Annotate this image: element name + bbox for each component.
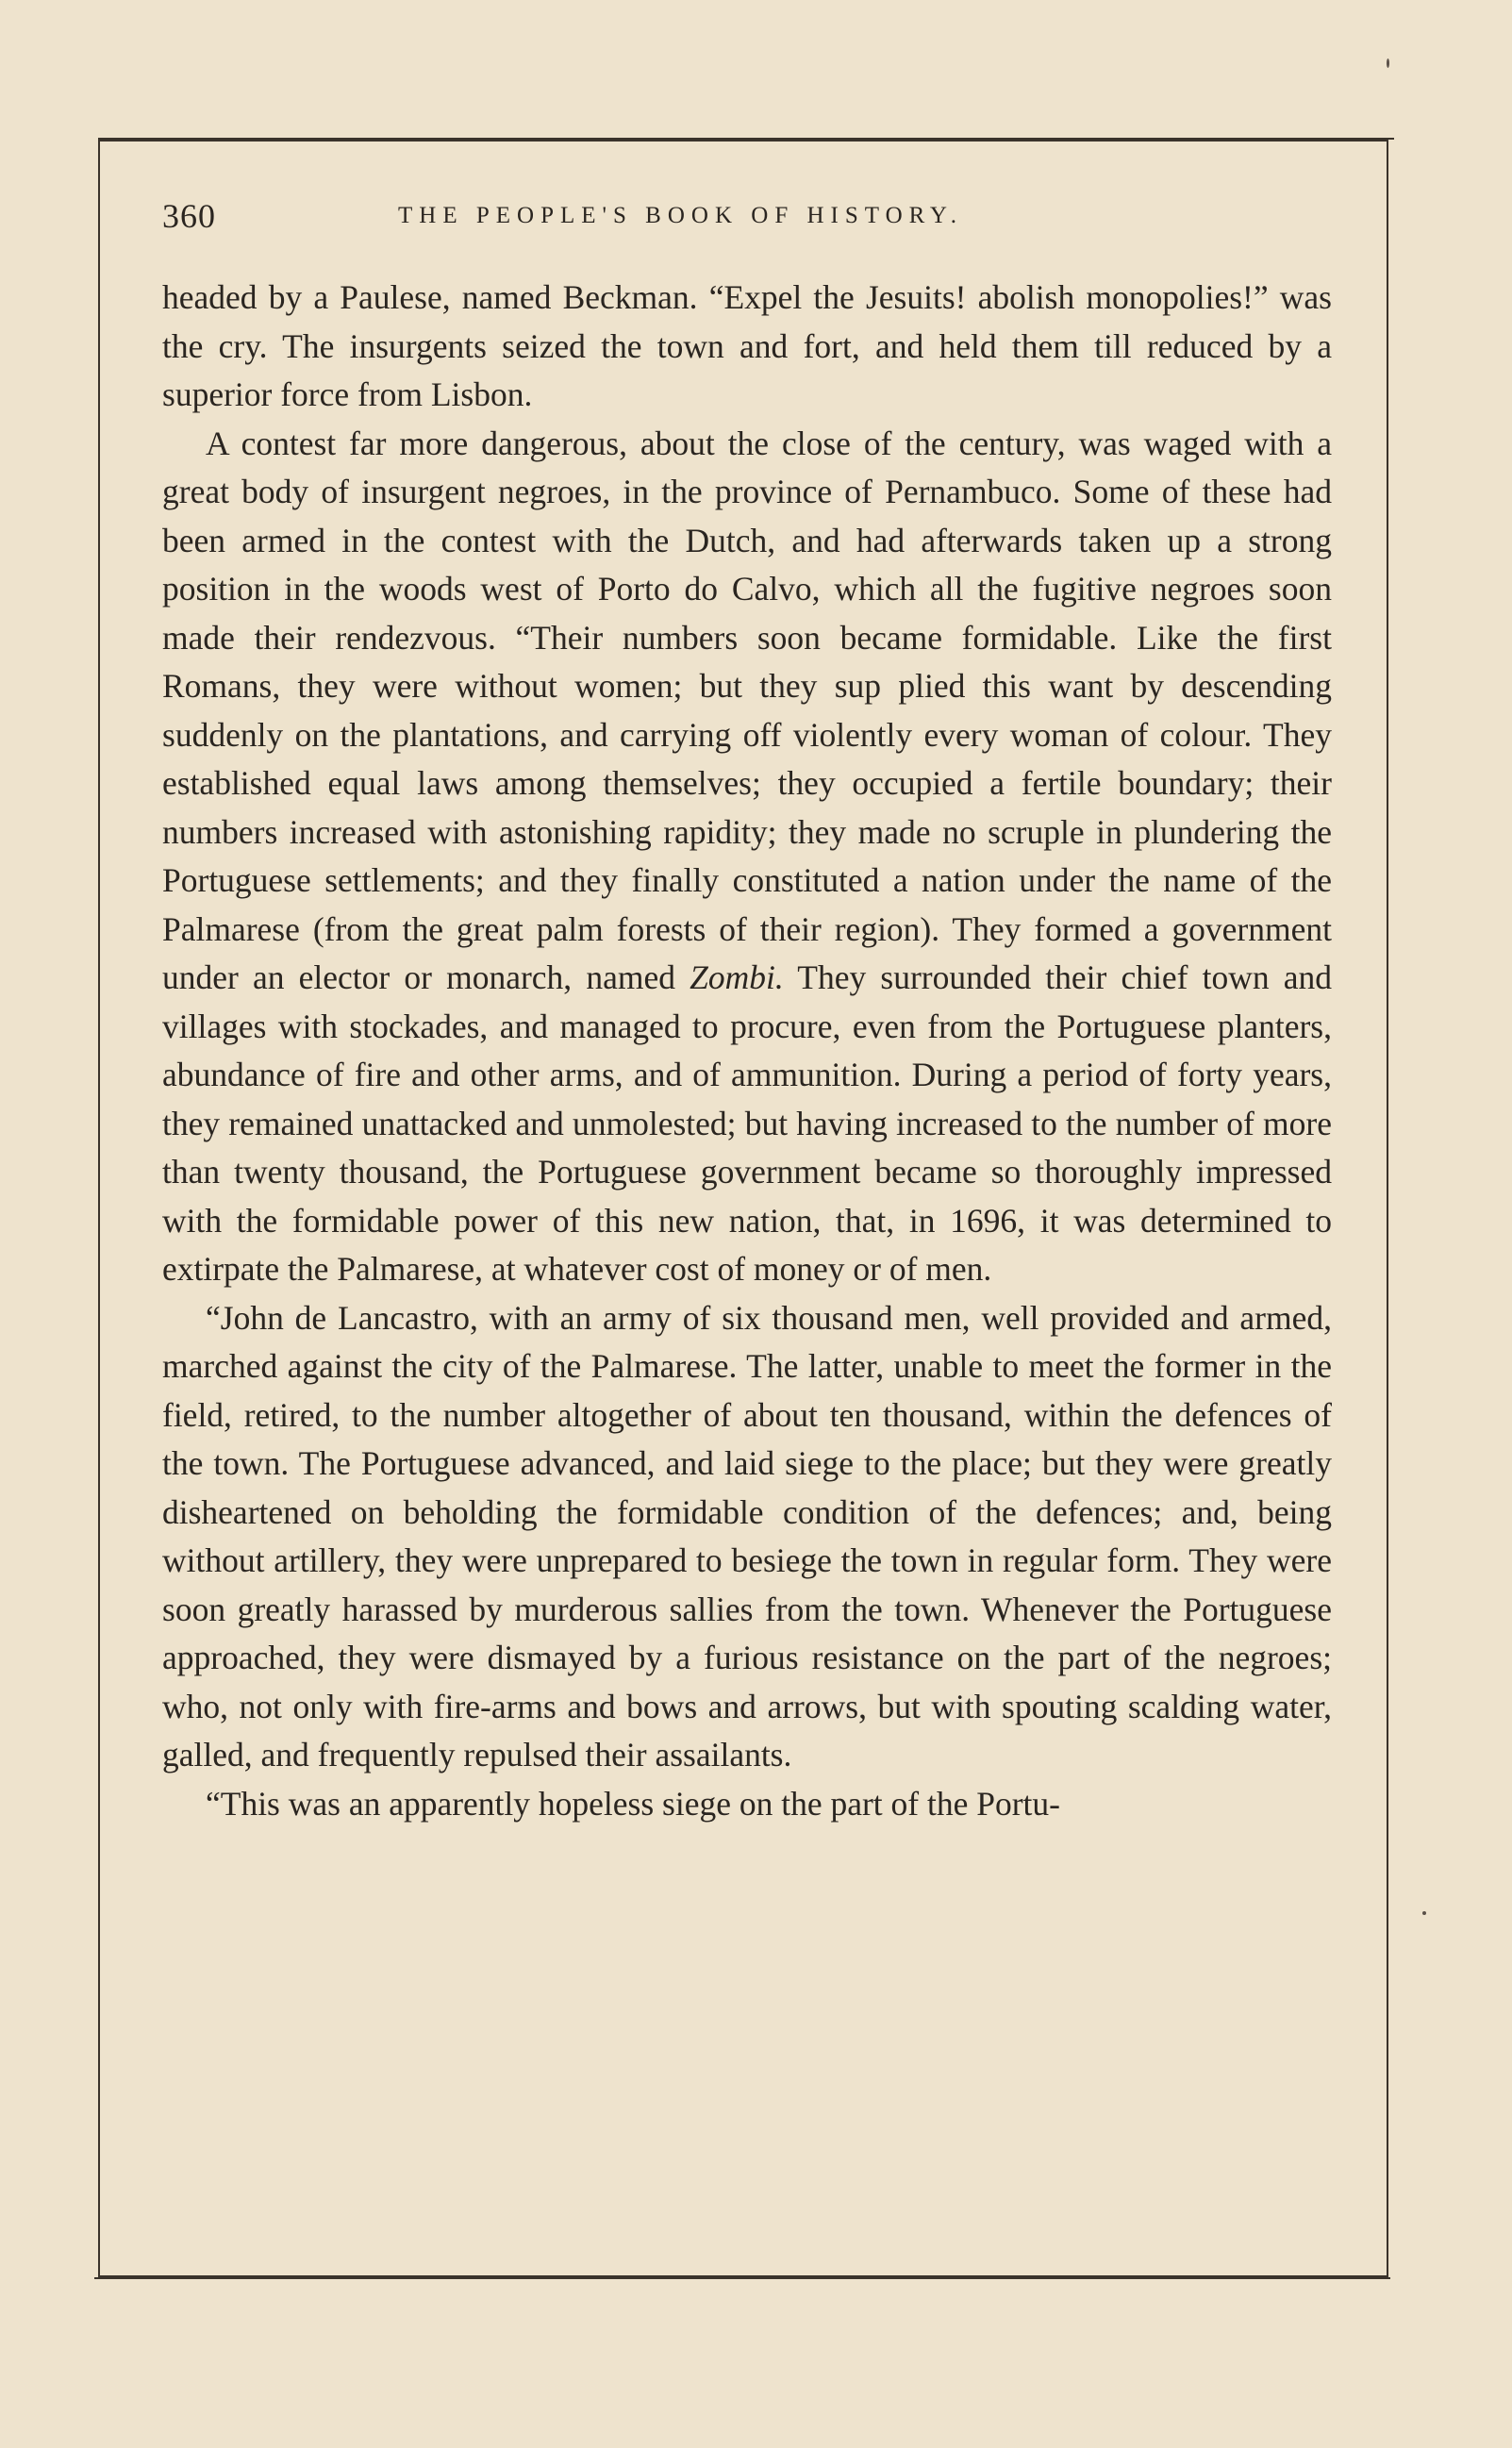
running-title: THE PEOPLE'S BOOK OF HISTORY.	[398, 203, 964, 228]
paragraph-2	[162, 420, 1332, 1294]
paper-fleck	[1422, 1911, 1426, 1915]
paragraph-4: “This was an apparently hopeless siege on the part of the Portu-	[206, 1784, 1060, 1823]
paper-fleck	[1387, 58, 1389, 68]
paragraph-2-text: A contest far more dangerous, about the close of the century, was waged with a great body of insurgent negroes, in the province of Pernambuco. Some of these had been armed in the contest with the Dutch, and had afterwards taken up a strong position in the woods west of Porto do Calvo, which all the fugitive negroes soon made their rendezvous. “Their numbers soon became formidable. Like the first Romans, they were without women; but they sup plied this want by descending suddenly on the plantations, and carrying off violently every woman of colour. They established equal laws among themselves; they occupied a fertile boundary; their numbers increased with astonishing rapidity; they made no scruple in plundering the Portuguese settlements; and they finally constituted a nation under the name of the Palmarese (from the great palm forests of their region). They formed a government under an elector or monarch, named	[162, 424, 1332, 996]
paragraph-3: “John de Lancastro, with an army of six thousand men, well provided and armed, marched against the city of the Palmarese. The latter, unable to meet the former in the field, retired, to the number altogether of about ten thousand, within the defences of the town. The Portuguese advanced, and laid siege to the place; but they were greatly disheartened on beholding the formidable condition of the defences; and, being without artillery, they were unprepared to besiege the town in regular form. They were soon greatly harassed by murderous sallies from the town. Whenever the Portuguese approached, they were dismayed by a furious resistance on the part of the negroes; who, not only with fire-arms and bows and arrows, but with spouting scalding water, galled, and frequently repulsed their assailants.	[162, 1298, 1332, 1774]
page-number: 360	[162, 197, 216, 235]
page-header	[162, 196, 1332, 243]
name-zombi: Zombi.	[690, 958, 784, 996]
page-frame-bottom-rule	[94, 2277, 1390, 2279]
body-text	[162, 274, 1332, 1828]
paragraph-2-continued: They surrounded their chief town and villages with stockades, and managed to procure, even from the Portuguese planters, abundance of fire and other arms, and of ammunition. During a period of forty years, they remained unattacked and unmolested; but having increased to the number of more than twenty thousand, the Portuguese government became so thoroughly impressed with the formidable power of this new nation, that, in 1696, it was determined to extirpate the Palmarese, at whatever cost of money or of men.	[162, 958, 1333, 1288]
paragraph-1: headed by a Paulese, named Beckman. “Expel the Jesuits! abolish monopolies!” was the cry. The insurgents seized the town and fort, and held them till reduced by a superior force from Lisbon.	[162, 278, 1332, 413]
